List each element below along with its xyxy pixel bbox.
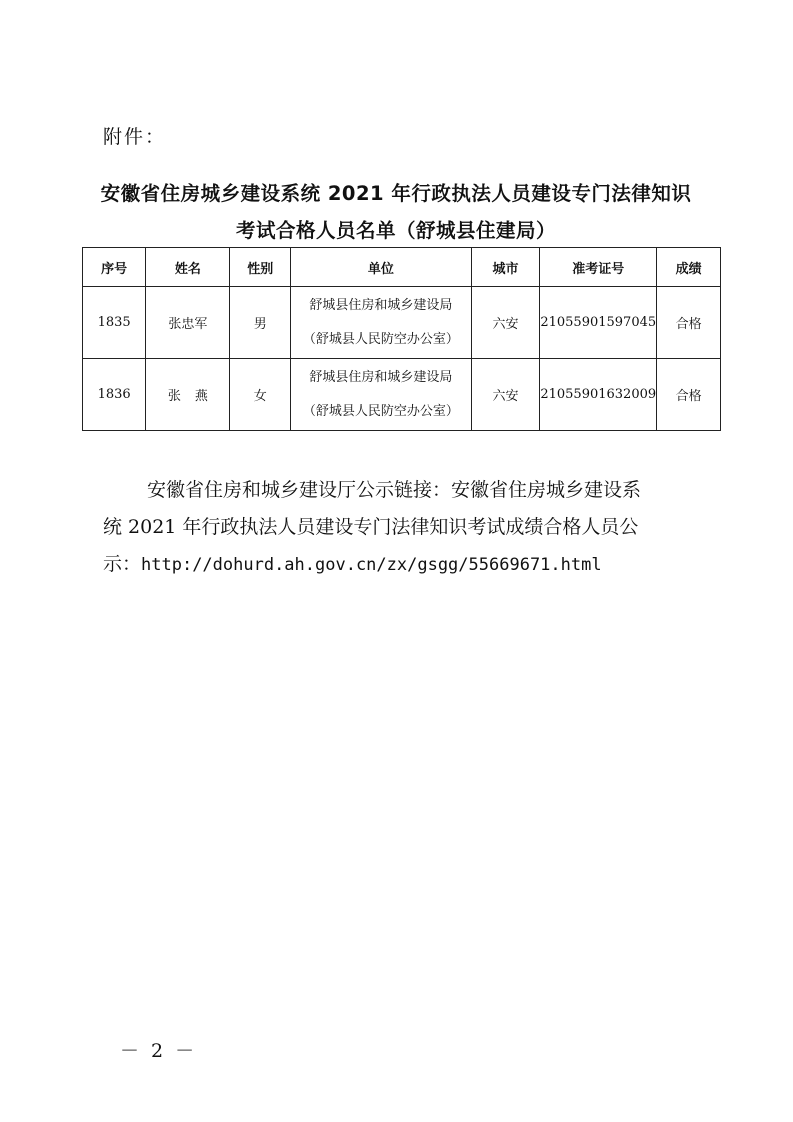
header-name: 姓名 [146,248,230,287]
cell-gender: 男 [230,287,291,359]
header-result: 成绩 [657,248,721,287]
notice-line-3-prefix: 示： [103,553,142,575]
cell-exam-no: 21055901597045 [540,287,657,359]
unit-line-1: 舒城县住房和城乡建设局 [309,297,453,313]
table-row [83,287,721,359]
header-exam-no: 准考证号 [540,248,657,287]
attachment-label: 附件： [103,126,167,148]
cell-result: 合格 [657,359,721,431]
cell-seq: 1836 [83,359,146,431]
header-city: 城市 [471,248,540,287]
cell-name: 张忠军 [146,287,230,359]
cell-unit [291,359,471,431]
unit-line-2: （舒城县人民防空办公室） [302,403,459,419]
header-gender: 性别 [230,248,291,287]
cell-seq: 1835 [83,287,146,359]
cell-name [146,359,230,431]
notice-line-3 [103,546,703,584]
header-seq: 序号 [83,248,146,287]
cell-name-text: 张燕 [167,389,222,404]
notice-link[interactable]: http://dohurd.ah.gov.cn/zx/gsgg/55669671.html [141,555,602,575]
cell-result: 合格 [657,287,721,359]
cell-gender: 女 [230,359,291,431]
unit-line-1: 舒城县住房和城乡建设局 [309,369,453,385]
header-unit: 单位 [291,248,471,287]
table-header-row [83,248,721,287]
cell-city: 六安 [471,287,540,359]
qualified-personnel-table [82,247,721,431]
unit-line-2: （舒城县人民防空办公室） [302,331,459,347]
page-number: － 2 － [120,1040,198,1062]
cell-city: 六安 [471,359,540,431]
cell-unit [291,287,471,359]
table-row [83,359,721,431]
notice-line-1: 安徽省住房和城乡建设厅公示链接：安徽省住房城乡建设系 [147,479,642,501]
notice-paragraph [103,472,703,584]
cell-exam-no: 21055901632009 [540,359,657,431]
document-title-line-2: 考试合格人员名单（舒城县住建局） [235,219,556,242]
document-title-line-1: 安徽省住房城乡建设系统 2021 年行政执法人员建设专门法律知识 [100,182,692,205]
notice-line-2: 统 2021 年行政执法人员建设专门法律知识考试成绩合格人员公 [103,516,639,538]
